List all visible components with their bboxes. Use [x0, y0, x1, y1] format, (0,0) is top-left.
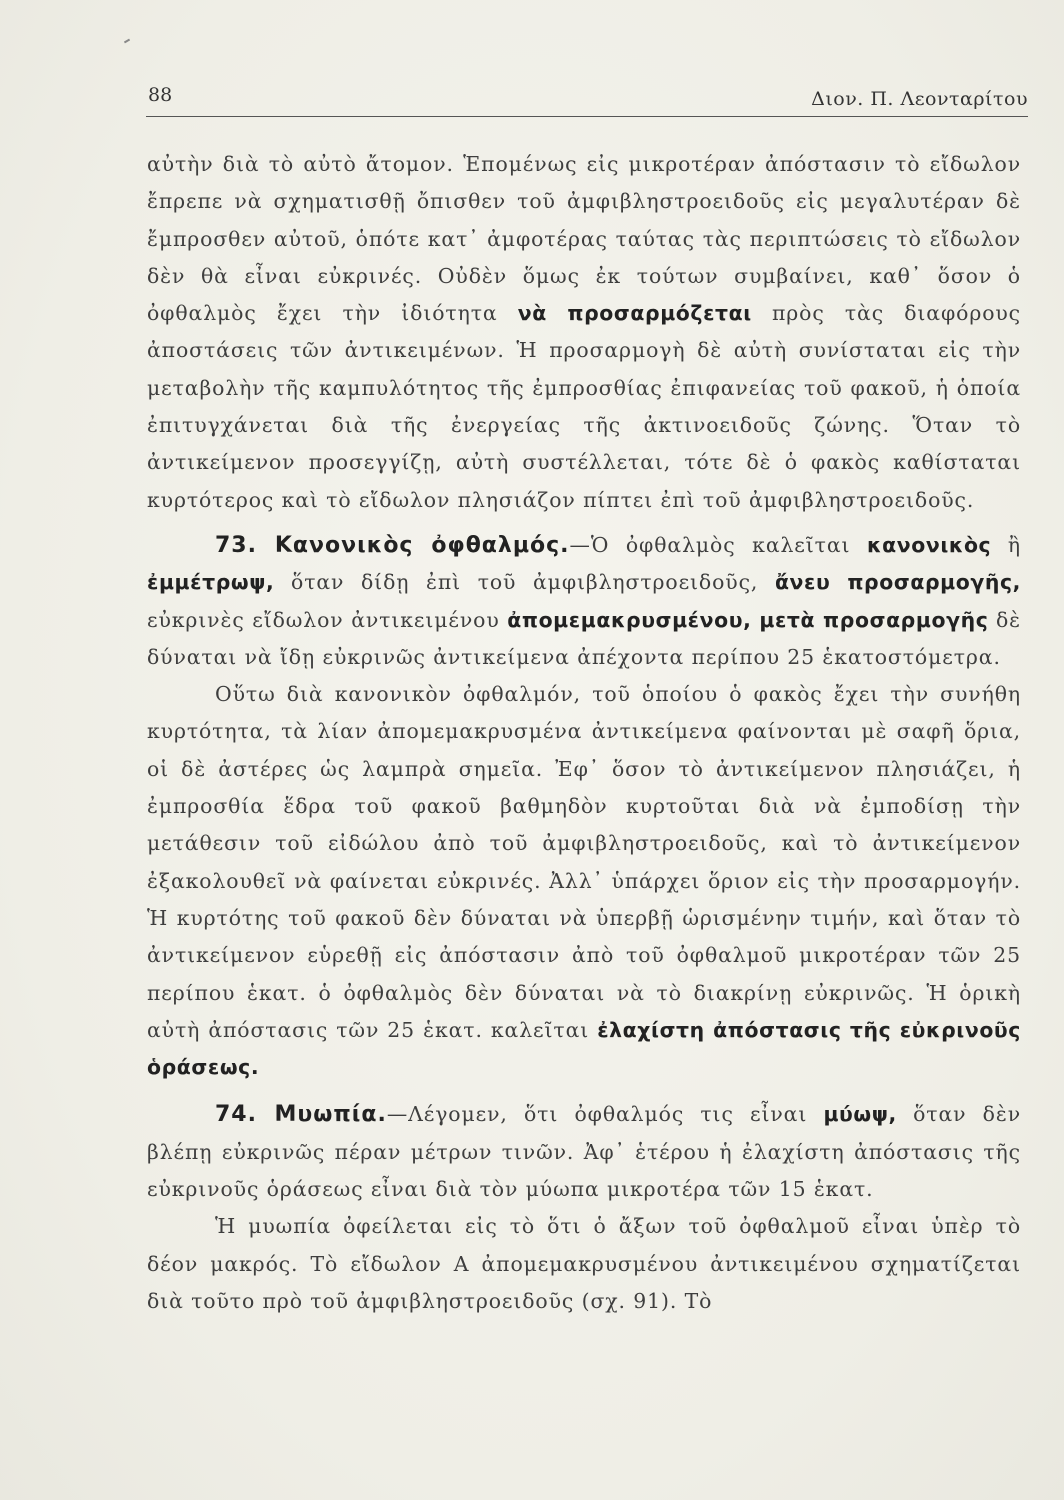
bold-term: ἐμμέτρωψ,: [147, 570, 275, 595]
text-run: Οὕτω διὰ κανονικὸν ὀφθαλμόν, τοῦ ὁποίου ὁ φακὸς ἔχει τὴν συνήθη κυρτότητα, τὰ λίαν ἀπομεμακρυσμένα ἀντικείμενα φαίνονται μὲ σαφῆ ὅρια, οἱ δὲ ἀστέρες ὡς λαμπρὰ σημεῖα. Ἐφ᾽ ὅσον τὸ ἀντικείμενον πλησιάζει, ἡ ἐμπροσθία ἕδρα τοῦ φακοῦ βαθμηδὸν κυρτοῦται διὰ νὰ ἐμποδίσῃ τὴν μετάθεσιν τοῦ εἰδώλου ἀπὸ τοῦ ἀμφιβληστροειδοῦς, καὶ τὸ ἀντικείμενον ἐξακολουθεῖ νὰ φαίνεται εὐκρινές. Ἀλλ᾽ ὑπάρχει ὅριον εἰς τὴν προσαρμογήν. Ἡ κυρτότης τοῦ φακοῦ δὲν δύναται νὰ ὑπερβῇ ὡρισμένην τιμήν, καὶ ὅταν τὸ ἀντικείμενον εὑρεθῇ εἰς ἀπόστασιν ἀπὸ τοῦ ὀφθαλμοῦ μικροτέραν τῶν 25 περίπου ἑκατ. ὁ ὀφθαλμὸς δὲν δύναται νὰ τὸ διακρίνῃ εὐκρινῶς. Ἡ ὁρικὴ αὐτὴ ἀπόστασις τῶν 25 ἑκατ. καλεῖται: [147, 682, 1021, 1042]
scan-speck: [124, 39, 130, 44]
section-74-paragraph: [147, 1096, 1021, 1208]
paragraph-normal-eye: [147, 676, 1021, 1086]
text-run: πρὸς τὰς διαφόρους ἀποστάσεις τῶν ἀντικειμένων. Ἡ προσαρμογὴ δὲ αὐτὴ συνίσταται εἰς τὴν μεταβολὴν τῆς καμπυλότητος τῆς ἐμπροσθίας ἐπιφανείας τοῦ φακοῦ, ἡ ὁποία ἐπιτυγχάνεται διὰ τῆς ἐνεργείας τῆς ἀκτινοειδοῦς ζώνης. Ὅταν τὸ ἀντικείμενον προσεγγίζῃ, αὐτὴ συστέλλεται, τότε δὲ ὁ φακὸς καθίσταται κυρτότερος καὶ τὸ εἴδωλον πλησιάζον πίπτει ἐπὶ τοῦ ἀμφιβληστροειδοῦς.: [147, 301, 1021, 512]
text-run: ὅταν δίδῃ ἐπὶ τοῦ ἀμφιβληστροειδοῦς,: [274, 570, 775, 595]
page-header: [146, 84, 1028, 117]
bold-term: μύωψ,: [823, 1102, 897, 1127]
text-run: ἢ: [991, 532, 1021, 557]
paragraph-myopia-cause: [147, 1208, 1021, 1320]
page-number: 88: [148, 84, 173, 106]
text-run: εὐκρινὲς εἴδωλον ἀντικειμένου: [147, 607, 508, 632]
bold-term: κανονικὸς: [867, 532, 992, 557]
section-heading: 73. Κανονικὸς ὀφθαλμός.: [215, 532, 570, 558]
text-run: —Λέγομεν, ὅτι ὀφθαλμός τις εἶναι: [386, 1102, 824, 1127]
running-head: Διον. Π. Λεονταρίτου: [811, 88, 1028, 110]
text-run: Ἡ μυωπία ὀφείλεται εἰς τὸ ὅτι ὁ ἄξων τοῦ ὀφθαλμοῦ εἶναι ὑπὲρ τὸ δέον μακρός. Τὸ εἴδωλον Α ἀπομεμακρυσμένου ἀντικειμένου σχηματίζεται διὰ τοῦτο πρὸ τοῦ ἀμφιβληστροειδοῦς (σχ. 91). Τὸ: [147, 1214, 1021, 1313]
bold-term: νὰ προσαρμόζεται: [517, 301, 752, 326]
text-run: ὅταν δὲν βλέπῃ εὐκρινῶς πέραν μέτρων τινῶν. Ἀφ᾽ ἑτέρου ἡ ἐλαχίστη ἀπόστασις τῆς εὐκρινοῦς ὁράσεως εἶναι διὰ τὸν μύωπα μικροτέρα τῶν 15 ἑκατ.: [147, 1102, 1021, 1202]
text-run: δὲ δύναται νὰ ἴδῃ εὐκρινῶς ἀντικείμενα ἀπέχοντα περίπου 25 ἑκατοστόμετρα.: [147, 607, 1022, 669]
text-run: αὐτὴν διὰ τὸ αὐτὸ ἄτομον. Ἑπομένως εἰς μικροτέραν ἀπόστασιν τὸ εἴδωλον ἔπρεπε νὰ σχηματισθῇ ὄπισθεν τοῦ ἀμφιβληστροειδοῦς εἰς μεγαλυτέραν δὲ ἔμπροσθεν αὐτοῦ, ὁπότε κατ᾽ ἀμφοτέρας ταύτας τὰς περιπτώσεις τὸ εἴδωλον δὲν θὰ εἶναι εὐκρινές. Οὐδὲν ὅμως ἐκ τούτων συμβαίνει, καθ᾽ ὅσον ὁ ὀφθαλμὸς ἔχει τὴν ἰδιότητα: [147, 152, 1021, 326]
paragraph-accommodation: [147, 146, 1021, 519]
body-text: [147, 146, 1021, 1320]
text-run: —Ὁ ὀφθαλμὸς καλεῖται: [569, 532, 868, 557]
section-heading: 74. Μυωπία.: [215, 1102, 387, 1128]
section-73-paragraph: [147, 527, 1021, 676]
bold-term: ἄνευ προσαρμογῆς,: [774, 570, 1021, 595]
bold-term: ἀπομεμακρυσμένου, μετὰ προσαρμογῆς: [507, 607, 989, 632]
bold-term: ἐλαχίστη ἀπόστασις τῆς εὐκρινοῦς ὁράσεως.: [147, 1017, 1021, 1080]
